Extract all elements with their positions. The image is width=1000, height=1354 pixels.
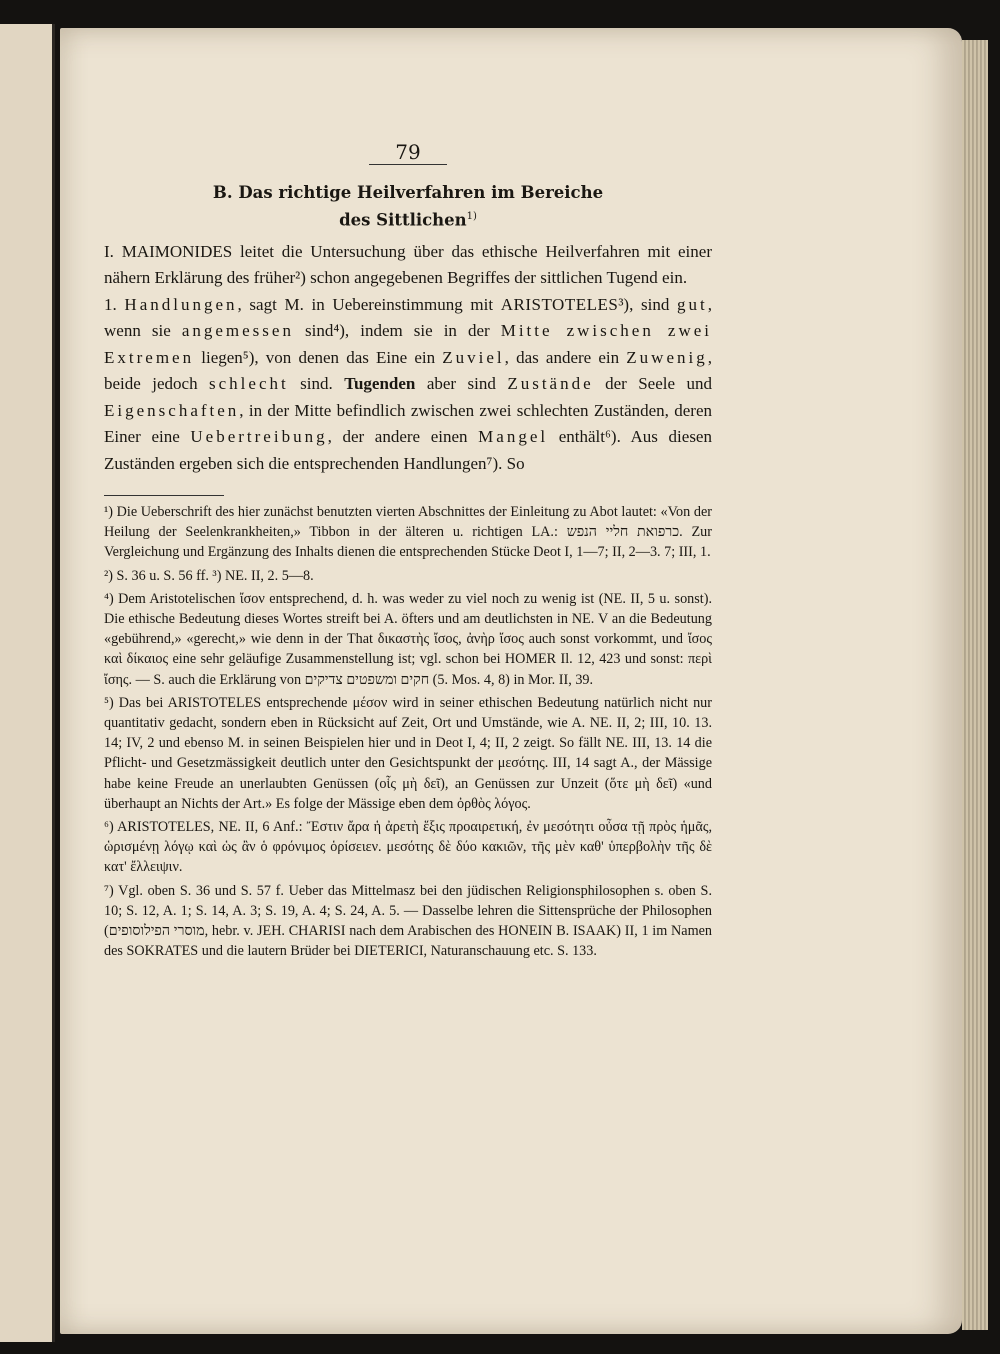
emph-handlungen: Handlungen [124,294,238,314]
section-heading [104,181,712,233]
footnote-4: ⁴) Dem Aristotelischen ἴσον entsprechend, d. h. was weder zu viel noch zu wenig ist (NE. II, 5 u. sonst). Die ethische Bedeutung dieses Wortes streift bei A. öfters und am deutlichsten in NE. V an die Bedeutung «gebührend,» «gerecht,» wie denn in der That δικαστὴς ἴσος, ἀνὴρ ἴσος auch sonst vorkommt, und ἴσος καὶ δίκαιος eine sehr geläufige Zusammenstellung ist; vgl. schon bei HOMER Il. 12, 423 und sonst: περὶ ἴσης. — S. auch die Erklärung von חקים ומשפטים צדיקים (5. Mos. 4, 8) in Mor. II, 39. [104,590,712,688]
emph-tugenden: Tugenden [344,374,416,393]
paragraph-2: 1. Handlungen, sagt M. in Uebereinstimmung mit ARISTOTELES³), sind gut, wenn sie angemessen sind⁴), indem sie in der Mitte zwischen zwei Extremen liegen⁵), von denen das Eine ein Zuviel, das andere ein Zuwenig, beide jedoch schlecht sind. Tugenden aber sind Zustände der Seele und Eigenschaften, in der Mitte befindlich zwischen zwei schlechten Zuständen, deren Einer eine Uebertreibung, der andere einen Mangel enthält⁶). Aus diesen Zuständen ergeben sich die entsprechenden Handlungen⁷). So [104,294,712,473]
paragraph-1: I. MAIMONIDES leitet die Untersuchung über das ethische Heilverfahren mit einer nähern Erklärung des früher²) schon angegebenen Begriffes der sittlichen Tugend ein. [104,241,712,287]
footnote-6: ⁶) ARISTOTELES, NE. II, 6 Anf.: Ἔστιν ἄρα ἡ ἀρετὴ ἕξις προαιρετική, ἐν μεσότητι οὖσα τῇ πρὸς ἡμᾶς, ὡρισμένῃ λόγῳ καὶ ὡς ἂν ὁ φρόνιμος ὁρίσειεν. μεσότης δὲ δύο κακιῶν, τῆς μὲν καθ' ὑπερβολὴν τῆς δὲ κατ' ἔλλειψιν. [104,819,712,876]
body-text [104,239,712,478]
footnote-7: ⁷) Vgl. oben S. 36 und S. 57 f. Ueber das Mittelmasz bei den jüdischen Religionsphilosophen s. oben S. 10; S. 12, A. 1; S. 14, A. 3; S. 19, A. 4; S. 24, A. 5. — Dasselbe lehren die Sittensprüche der Philosophen (מוסרי הפילוסופים, hebr. v. JEH. CHARISI nach dem Arabischen des HONEIN B. ISAAK) II, 1 im Namen des SOKRATES und die lautern Brüder bei DIETERICI, Naturanschauung etc. S. 133. [104,882,712,960]
page-stack-edge [962,40,988,1330]
heading-footnote-ref: 1) [466,211,477,222]
footnote-divider [104,495,224,496]
footnote-5: ⁵) Das bei ARISTOTELES entsprechende μέσον wird in seiner ethischen Bedeutung natürlich nicht nur quantitativ gedacht, sondern eben in Rücksicht auf Zeit, Ort und Umstände, wie A. NE. II, 2; III, 10. 13. 14; IV, 2 und ebenso M. in seinen Beispielen hier und in Deot I, 4; II, 2 zeigt. So fällt NE. III, 13. 14 die Pflicht- und Gesetzmässigkeit deutlich unter den Gesichtspunkt der μεσότης. III, 14 sagt A., der Mässige habe keine Freude an unerlaubten Genüssen (οἷς μὴ δεῖ), an Genüssen zur Unzeit (ὅτε μὴ δεῖ) «und überhaupt an Nichts der Art.» Es folge der Mässige eben dem ὀρθὸς λόγος. [104,694,712,812]
footnote-2-3: ²) S. 36 u. S. 56 ff. ³) NE. II, 2. 5—8. [104,567,314,584]
heading-line-1: B. Das richtige Heilverfahren im Bereiche [212,183,604,202]
facing-page-edge [0,24,55,1342]
heading-line-2: des Sittlichen$^{1)}$ [339,210,477,230]
footnote-1: ¹) Die Ueberschrift des hier zunächst benutzten vierten Abschnittes der Einleitung zu Abot lautet: «Von der Heilung der Seelenkrankheiten,» Tibbon in der älteren u. richtigen LA.: כרפואת חליי הנפש. Zur Vergleichung und Ergänzung des Inhalts dienen die entsprechenden Stücke Deot I, 1—7; II, 2—3. 7; III, 1. [104,504,713,561]
page-number: 79 [104,140,712,165]
footnotes [104,502,712,961]
page-content [104,140,712,964]
name-aristoteles: ARISTOTELES [500,294,619,314]
